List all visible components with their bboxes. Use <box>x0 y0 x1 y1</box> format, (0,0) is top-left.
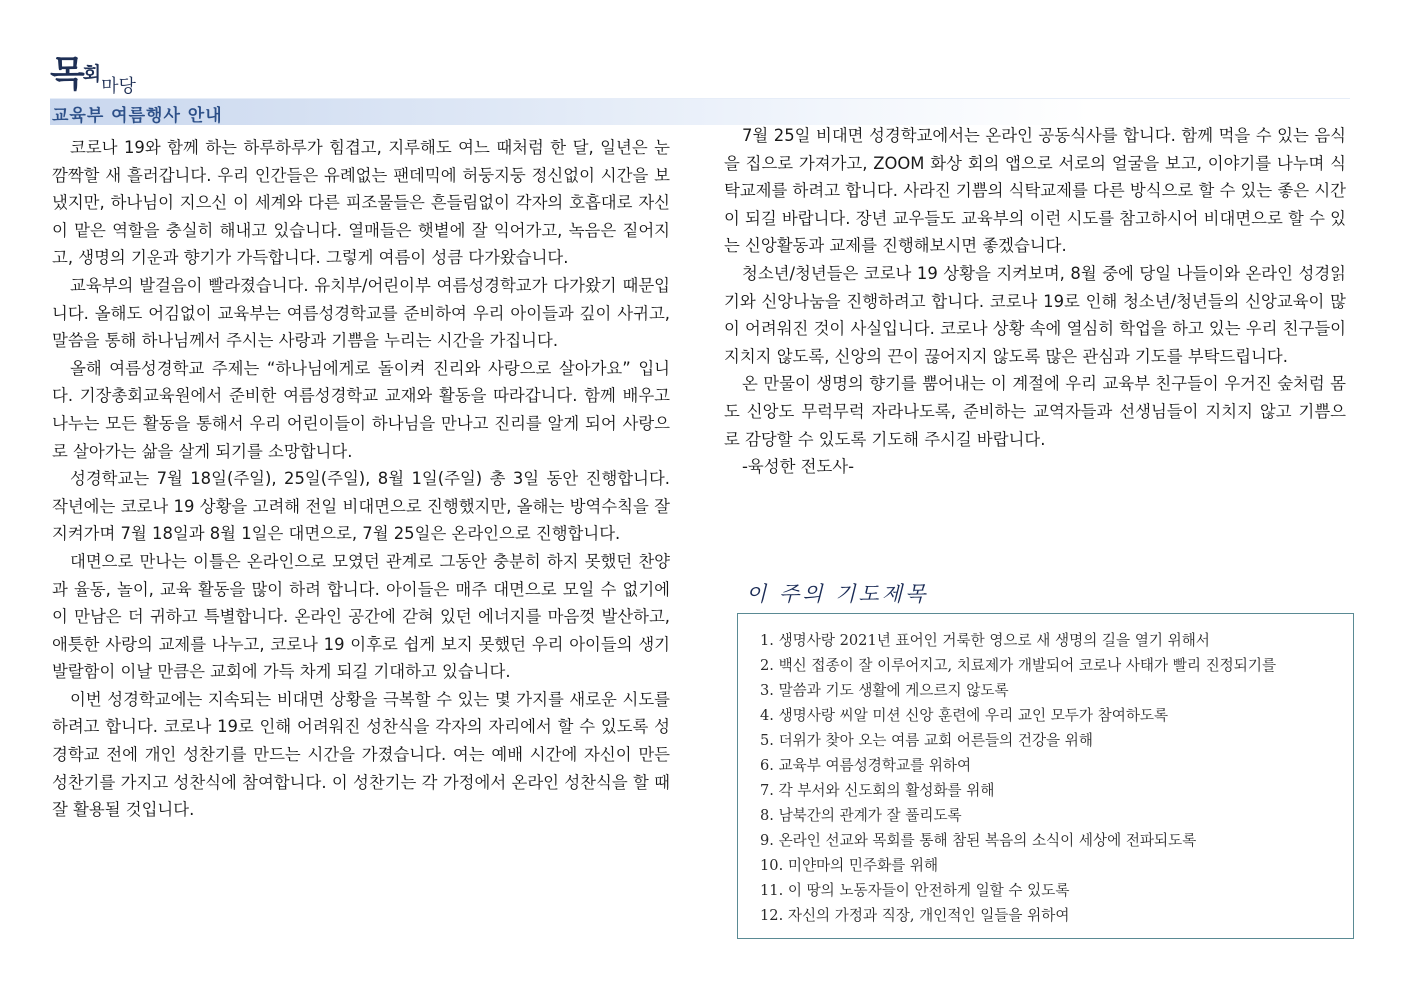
prayer-list <box>760 628 1353 928</box>
article-paragraph: 교육부의 발걸음이 빨라졌습니다. 유치부/어린이부 여름성경학교가 다가왔기 때문입니다. 올해도 어김없이 교육부는 여름성경학교를 준비하여 우리 아이들과 깊이 사귀고, 말씀을 통해 하나님께서 주시는 사랑과 기쁨을 누리는 시간을 가집니다. <box>52 275 670 351</box>
article-signature: -육성한 전도사- <box>742 457 855 477</box>
section-header-bar <box>50 98 1350 125</box>
prayer-list-box <box>737 613 1354 939</box>
article-paragraph: 청소년/청년들은 코로나 19 상황을 지켜보며, 8월 중에 당일 나들이와 온라인 성경읽기와 신앙나눔을 진행하려고 합니다. 코로나 19로 인해 청소년/청년들의 신앙교육이 많이 어려워진 것이 사실입니다. 코로나 상황 속에 열심히 학업을 하고 있는 우리 친구들이 지치지 않도록, 신앙의 끈이 끊어지지 않도록 많은 관심과 기도를 부탁드립니다. <box>724 263 1346 366</box>
article-paragraph: 온 만물이 생명의 향기를 뿜어내는 이 계절에 우리 교육부 친구들이 우거진 숲처럼 몸도 신앙도 무럭무럭 자라나도록, 준비하는 교역자들과 선생님들이 지치지 않고 기쁨으로 감당할 수 있도록 기도해 주시길 바랍니다. <box>724 374 1346 449</box>
prayer-item: 3. 말씀과 기도 생활에 게으르지 않도록 <box>760 682 1009 699</box>
prayer-item: 2. 백신 접종이 잘 이루어지고, 치료제가 개발되어 코로나 사태가 빨리 진정되기를 <box>760 657 1277 674</box>
section-title: 교육부 여름행사 안내 <box>52 106 223 126</box>
article-paragraph: 대면으로 만나는 이틀은 온라인으로 모였던 관계로 그동안 충분히 하지 못했던 찬양과 율동, 놀이, 교육 활동을 많이 하려 합니다. 아이들은 매주 대면으로 모일 수 없기에 이 만남은 더 귀하고 특별합니다. 온라인 공간에 갇혀 있던 에너지를 마음껏 발산하고, 애틋한 사랑의 교제를 나누고, 코로나 19 이후로 쉽게 보지 못했던 우리 아이들의 생기발랄함이 이날 만큼은 교회에 가득 차게 되길 기대하고 있습니다. <box>52 551 670 682</box>
article-paragraph: 코로나 19와 함께 하는 하루하루가 힘겹고, 지루해도 여느 때처럼 한 달, 일년은 눈 깜짝할 새 흘러갑니다. 우리 인간들은 유례없는 팬데믹에 허둥지둥 정신없이 시간을 보냈지만, 하나님이 지으신 이 세계와 다른 피조물들은 흔들림없이 각자의 호흡대로 자신이 맡은 역할을 충실히 해내고 있습니다. 열매들은 햇볕에 잘 익어가고, 녹음은 짙어지고, 생명의 기운과 향기가 가득합니다. 그렇게 여름이 성큼 다가왔습니다. <box>52 138 670 268</box>
prayer-item: 1. 생명사랑 2021년 표어인 거룩한 영으로 새 생명의 길을 열기 위해서 <box>760 632 1210 649</box>
prayer-item: 10. 미얀마의 민주화를 위해 <box>760 857 939 874</box>
article-paragraph: 성경학교는 7월 18일(주일), 25일(주일), 8월 1일(주일) 총 3일 동안 진행합니다. 작년에는 코로나 19 상황을 고려해 전일 비대면으로 진행했지만, 올해는 방역수칙을 잘 지켜가며 7월 18일과 8월 1일은 대면으로, 7월 25일은 온라인으로 진행합니다. <box>52 469 670 544</box>
logo-mokhoe-madang <box>50 46 136 96</box>
prayer-item: 9. 온라인 선교와 목회를 통해 참된 복음의 소식이 세상에 전파되도록 <box>760 832 1197 849</box>
logo-mid-char: 회 <box>82 63 102 85</box>
article-paragraph: 올해 여름성경학교 주제는 “하나님에게로 돌이켜 진리와 사랑으로 살아가요” 입니다. 기장총회교육원에서 준비한 여름성경학교 교재와 활동을 따라갑니다. 함께 배우고 나누는 모든 활동을 통해서 우리 어린이들이 하나님을 만나고 진리를 알게 되어 사랑으로 살아가는 삶을 살게 되기를 소망합니다. <box>52 358 670 461</box>
article-paragraph: 7월 25일 비대면 성경학교에서는 온라인 공동식사를 합니다. 함께 먹을 수 있는 음식을 집으로 가져가고, ZOOM 화상 회의 앱으로 서로의 얼굴을 보고, 이야기를 나누며 식탁교제를 하려고 합니다. 사라진 기쁨의 식탁교제를 다른 방식으로 할 수 있는 좋은 시간이 되길 바랍니다. 장년 교우들도 교육부의 이런 시도를 참고하시어 비대면으로 할 수 있는 신앙활동과 교제를 진행해보시면 좋겠습니다. <box>724 126 1346 256</box>
prayer-heading: 이 주의 기도제목 <box>746 582 929 606</box>
prayer-item: 4. 생명사랑 씨알 미션 신앙 훈련에 우리 교인 모두가 참여하도록 <box>760 707 1169 724</box>
prayer-item: 6. 교육부 여름성경학교를 위하여 <box>760 757 972 774</box>
article-paragraph: 이번 성경학교에는 지속되는 비대면 상황을 극복할 수 있는 몇 가지를 새로운 시도를 하려고 합니다. 코로나 19로 인해 어려워진 성찬식을 각자의 자리에서 할 수 있도록 성경학교 전에 개인 성찬기를 만드는 시간을 가졌습니다. 여는 예배 시간에 자신이 만든 성찬기를 가지고 성찬식에 참여합니다. 이 성찬기는 각 가정에서 온라인 성찬식을 할 때 잘 활용될 것입니다. <box>52 689 670 820</box>
logo-big-char: 목 <box>50 53 83 95</box>
logo-small-text: 마당 <box>101 76 136 97</box>
prayer-item: 5. 더위가 찾아 오는 여름 교회 어른들의 건강을 위해 <box>760 732 1093 749</box>
left-article-column <box>52 134 670 824</box>
prayer-item: 7. 각 부서와 신도회의 활성화를 위해 <box>760 782 995 799</box>
prayer-item: 12. 자신의 가정과 직장, 개인적인 일들을 위하여 <box>760 907 1070 924</box>
right-article-column <box>724 122 1346 481</box>
prayer-item: 8. 남북간의 관계가 잘 풀리도록 <box>760 807 962 824</box>
prayer-item: 11. 이 땅의 노동자들이 안전하게 일할 수 있도록 <box>760 882 1070 899</box>
